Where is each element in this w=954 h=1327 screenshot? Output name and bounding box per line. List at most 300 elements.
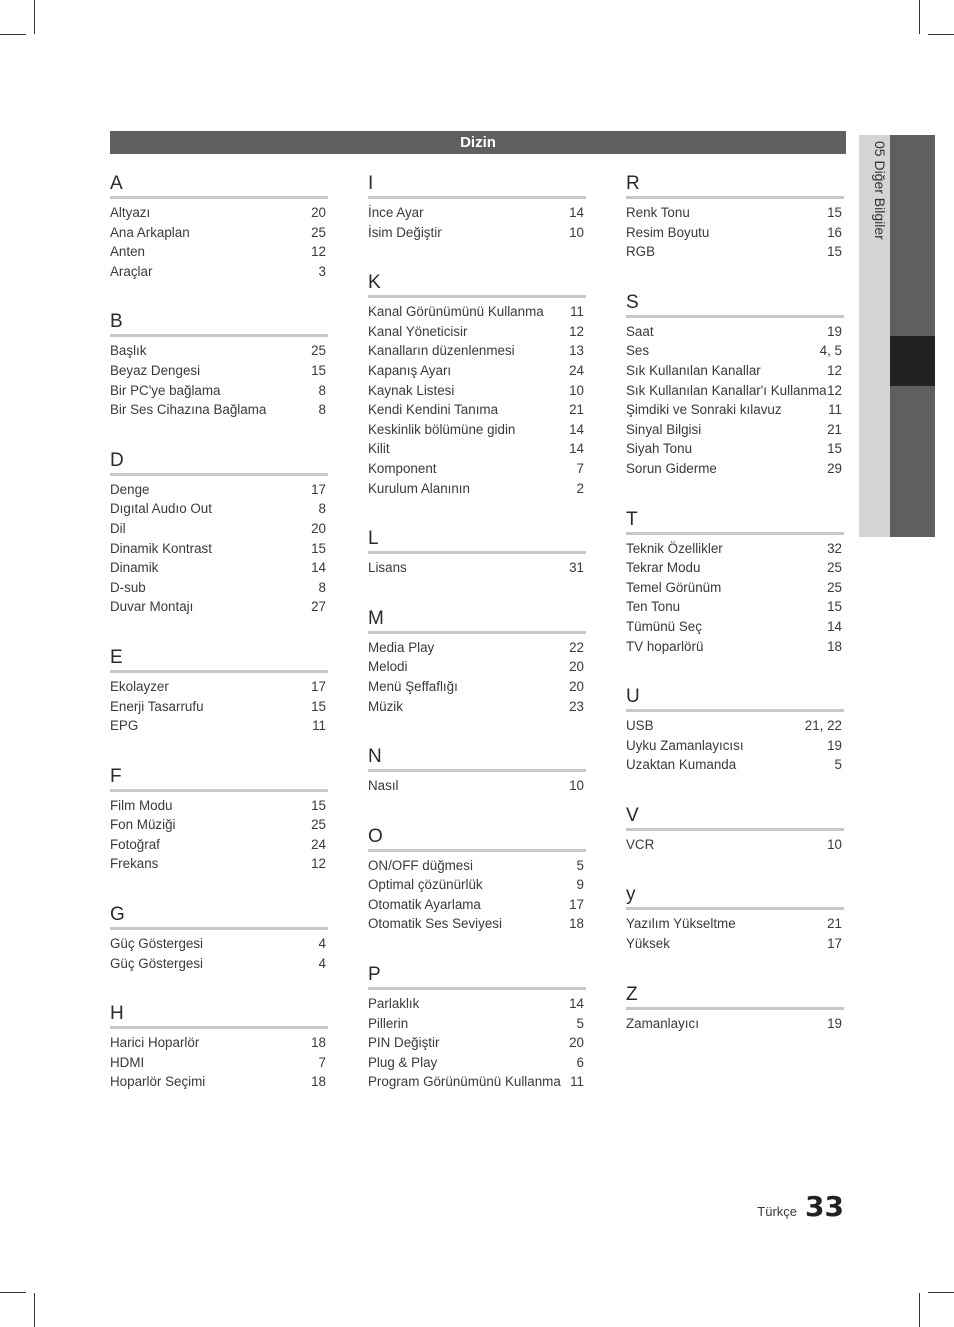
section-letter: E bbox=[110, 646, 328, 673]
section-letter: S bbox=[626, 291, 844, 318]
index-entry bbox=[110, 519, 328, 539]
entry-term: Kanal Yöneticisir bbox=[368, 323, 468, 339]
entry-term: Duvar Montajı bbox=[110, 599, 194, 615]
index-title: Dizin bbox=[460, 134, 496, 151]
index-entry bbox=[626, 835, 844, 855]
index-section bbox=[626, 508, 844, 657]
index-entry bbox=[626, 242, 844, 262]
entry-term: Sorun Giderme bbox=[626, 460, 717, 476]
entry-list bbox=[626, 910, 844, 953]
entry-page: 11 bbox=[570, 1074, 584, 1090]
entry-list bbox=[368, 199, 586, 242]
index-entry bbox=[626, 1014, 844, 1034]
entry-page: 14 bbox=[569, 205, 584, 220]
entry-page: 15 bbox=[827, 244, 842, 260]
index-entry bbox=[626, 459, 844, 479]
section-letter: I bbox=[368, 172, 586, 199]
entry-page: 21 bbox=[827, 421, 842, 437]
entry-page: 21, 22 bbox=[804, 718, 842, 734]
entry-page: 17 bbox=[311, 678, 326, 694]
entry-term: Dinamik Kontrast bbox=[110, 540, 212, 556]
index-entry bbox=[368, 302, 586, 322]
index-entry bbox=[368, 400, 586, 420]
entry-page: 17 bbox=[827, 936, 842, 952]
section-letter: R bbox=[626, 172, 844, 199]
entry-term: Şimdiki ve Sonraki kılavuz bbox=[626, 402, 782, 418]
entry-page: 18 bbox=[311, 1074, 326, 1090]
crop-mark bbox=[919, 0, 920, 34]
entry-page: 27 bbox=[311, 599, 326, 615]
entry-term: Anten bbox=[110, 244, 145, 260]
entry-page: 14 bbox=[569, 441, 584, 457]
index-entry bbox=[626, 934, 844, 954]
entry-term: Kilit bbox=[368, 441, 390, 457]
entry-term: Uzaktan Kumanda bbox=[626, 757, 737, 773]
entry-page: 22 bbox=[569, 639, 584, 655]
entry-term: TV hoparlörü bbox=[626, 638, 704, 654]
crop-mark bbox=[0, 34, 26, 35]
entry-page: 18 bbox=[827, 638, 842, 654]
entry-term: Zamanlayıcı bbox=[626, 1015, 699, 1031]
entry-list bbox=[626, 199, 844, 262]
entry-term: HDMI bbox=[110, 1054, 145, 1070]
entry-page: 20 bbox=[311, 205, 326, 220]
entry-list bbox=[626, 831, 844, 855]
entry-term: İnce Ayar bbox=[368, 205, 424, 220]
section-letter: O bbox=[368, 825, 586, 852]
entry-page: 5 bbox=[576, 857, 584, 873]
entry-page: 19 bbox=[827, 1015, 842, 1031]
index-entry bbox=[368, 439, 586, 459]
index-entry bbox=[368, 677, 586, 697]
entry-page: 24 bbox=[569, 362, 584, 378]
index-entry bbox=[368, 895, 586, 915]
entry-term: Güç Göstergesi bbox=[110, 936, 204, 952]
entry-term: Enerji Tasarrufu bbox=[110, 698, 204, 714]
index-section bbox=[110, 310, 328, 419]
index-entry bbox=[626, 558, 844, 578]
entry-page: 19 bbox=[827, 737, 842, 753]
section-letter: U bbox=[626, 685, 844, 712]
entry-page: 5 bbox=[576, 1015, 584, 1031]
index-section bbox=[368, 825, 586, 934]
index-entry bbox=[110, 341, 328, 361]
index-entry bbox=[110, 835, 328, 855]
entry-term: Frekans bbox=[110, 856, 159, 872]
entry-page: 21 bbox=[827, 916, 842, 932]
entry-term: Komponent bbox=[368, 460, 437, 476]
entry-page: 14 bbox=[311, 560, 326, 576]
entry-page: 17 bbox=[569, 896, 584, 912]
section-letter: Z bbox=[626, 983, 844, 1010]
entry-page: 20 bbox=[311, 520, 326, 536]
index-entry bbox=[368, 1053, 586, 1073]
entry-page: 15 bbox=[827, 205, 842, 220]
index-section bbox=[626, 291, 844, 479]
index-entry bbox=[110, 697, 328, 717]
entry-page: 10 bbox=[827, 836, 842, 852]
index-entry bbox=[110, 480, 328, 500]
entry-page: 31 bbox=[569, 560, 584, 576]
entry-term: İsim Değiştir bbox=[368, 224, 442, 240]
index-entry bbox=[110, 815, 328, 835]
entry-page: 4 bbox=[318, 955, 326, 971]
entry-page: 25 bbox=[311, 224, 326, 240]
index-entry bbox=[368, 341, 586, 361]
entry-page: 14 bbox=[569, 996, 584, 1012]
entry-list bbox=[626, 535, 844, 657]
page-number: 33 bbox=[805, 1190, 844, 1223]
index-entry bbox=[110, 677, 328, 697]
entry-page: 15 bbox=[311, 797, 326, 813]
entry-term: Media Play bbox=[368, 639, 435, 655]
entry-page: 17 bbox=[311, 481, 326, 497]
entry-term: Dıgıtal Audıo Out bbox=[110, 501, 212, 517]
index-entry bbox=[368, 558, 586, 578]
entry-term: Ten Tonu bbox=[626, 599, 681, 615]
entry-page: 7 bbox=[576, 460, 584, 476]
index-entry bbox=[110, 1033, 328, 1053]
entry-term: Hoparlör Seçimi bbox=[110, 1074, 206, 1090]
index-entry bbox=[368, 361, 586, 381]
entry-page: 14 bbox=[569, 421, 584, 437]
entry-list bbox=[626, 712, 844, 775]
entry-term: Kurulum Alanının bbox=[368, 480, 470, 496]
entry-term: Kanalların düzenlenmesi bbox=[368, 343, 515, 359]
index-entry bbox=[626, 341, 844, 361]
entry-list bbox=[110, 673, 328, 736]
entry-term: Keskinlik bölümüne gidin bbox=[368, 421, 516, 437]
entry-term: Lisans bbox=[368, 560, 407, 576]
entry-term: Sık Kullanılan Kanallar'ı Kullanma bbox=[626, 382, 827, 398]
entry-page: 7 bbox=[318, 1054, 326, 1070]
index-entry bbox=[110, 361, 328, 381]
section-letter: K bbox=[368, 271, 586, 298]
entry-term: Beyaz Dengesi bbox=[110, 362, 201, 378]
entry-page: 8 bbox=[318, 382, 326, 398]
entry-term: D-sub bbox=[110, 579, 146, 595]
entry-page: 19 bbox=[827, 323, 842, 339]
entry-page: 12 bbox=[569, 323, 584, 339]
index-entry bbox=[110, 1053, 328, 1073]
section-letter: y bbox=[626, 883, 844, 910]
index-entry bbox=[368, 638, 586, 658]
index-entry bbox=[110, 499, 328, 519]
index-entry bbox=[368, 381, 586, 401]
entry-page: 11 bbox=[312, 718, 326, 734]
entry-page: 4, 5 bbox=[819, 343, 842, 359]
entry-term: Yazılım Yükseltme bbox=[626, 916, 736, 932]
index-section bbox=[368, 527, 586, 578]
entry-page: 11 bbox=[570, 304, 584, 320]
entry-term: Harici Hoparlör bbox=[110, 1035, 200, 1051]
index-section bbox=[626, 172, 844, 262]
entry-term: Tekrar Modu bbox=[626, 560, 701, 576]
index-entry bbox=[368, 1014, 586, 1034]
entry-page: 15 bbox=[827, 441, 842, 457]
entry-page: 13 bbox=[569, 343, 584, 359]
index-entry bbox=[368, 776, 586, 796]
entry-term: Parlaklık bbox=[368, 996, 420, 1012]
entry-page: 32 bbox=[827, 540, 842, 556]
index-entry bbox=[626, 322, 844, 342]
entry-page: 12 bbox=[827, 382, 842, 398]
entry-term: USB bbox=[626, 718, 654, 734]
index-section bbox=[110, 903, 328, 973]
entry-list bbox=[110, 1029, 328, 1092]
entry-page: 2 bbox=[576, 480, 584, 496]
entry-page: 16 bbox=[827, 224, 842, 240]
section-letter: T bbox=[626, 508, 844, 535]
index-entry bbox=[110, 242, 328, 262]
section-letter: N bbox=[368, 745, 586, 772]
entry-term: Plug & Play bbox=[368, 1054, 438, 1070]
entry-list bbox=[110, 476, 328, 617]
entry-page: 20 bbox=[569, 659, 584, 675]
entry-term: Uyku Zamanlayıcısı bbox=[626, 737, 744, 753]
entry-term: Kaynak Listesi bbox=[368, 382, 455, 398]
crop-mark bbox=[34, 1293, 35, 1327]
entry-page: 18 bbox=[311, 1035, 326, 1051]
entry-page: 12 bbox=[827, 362, 842, 378]
entry-term: Fon Müziği bbox=[110, 817, 176, 833]
entry-list bbox=[626, 318, 844, 479]
index-entry bbox=[626, 736, 844, 756]
index-section bbox=[110, 172, 328, 281]
entry-list bbox=[368, 554, 586, 578]
section-letter: D bbox=[110, 449, 328, 476]
entry-list bbox=[626, 1010, 844, 1034]
entry-page: 25 bbox=[311, 343, 326, 359]
index-section bbox=[368, 745, 586, 796]
index-entry bbox=[368, 479, 586, 499]
section-letter: A bbox=[110, 172, 328, 199]
index-entry bbox=[626, 420, 844, 440]
entry-term: Optimal çözünürlük bbox=[368, 877, 483, 893]
crop-mark bbox=[928, 34, 954, 35]
index-entry bbox=[626, 914, 844, 934]
entry-term: Bir Ses Cihazına Bağlama bbox=[110, 402, 267, 418]
entry-page: 10 bbox=[569, 778, 584, 794]
index-entry bbox=[110, 578, 328, 598]
section-letter: G bbox=[110, 903, 328, 930]
entry-term: Temel Görünüm bbox=[626, 579, 722, 595]
entry-term: Menü Şeffaflığı bbox=[368, 678, 458, 694]
entry-page: 9 bbox=[576, 877, 584, 893]
crop-mark bbox=[0, 1292, 26, 1293]
index-entry bbox=[110, 539, 328, 559]
index-entry bbox=[368, 994, 586, 1014]
entry-list bbox=[368, 852, 586, 934]
entry-page: 11 bbox=[828, 402, 842, 418]
entry-list bbox=[110, 337, 328, 419]
entry-term: Nasıl bbox=[368, 778, 399, 794]
index-section bbox=[110, 1002, 328, 1092]
index-entry bbox=[368, 856, 586, 876]
section-letter: B bbox=[110, 310, 328, 337]
entry-term: Sık Kullanılan Kanallar bbox=[626, 362, 761, 378]
crop-mark bbox=[34, 0, 35, 34]
entry-term: Sinyal Bilgisi bbox=[626, 421, 702, 437]
entry-page: 6 bbox=[576, 1054, 584, 1070]
index-section bbox=[368, 963, 586, 1092]
index-section bbox=[626, 983, 844, 1034]
index-section bbox=[368, 607, 586, 716]
index-entry bbox=[626, 617, 844, 637]
index-entry bbox=[110, 954, 328, 974]
index-entry bbox=[110, 203, 328, 223]
index-entry bbox=[110, 400, 328, 420]
entry-list bbox=[368, 990, 586, 1092]
entry-term: Kapanış Ayarı bbox=[368, 362, 452, 378]
entry-term: Ekolayzer bbox=[110, 678, 169, 694]
index-entry bbox=[626, 439, 844, 459]
entry-page: 8 bbox=[318, 501, 326, 517]
section-letter: M bbox=[368, 607, 586, 634]
index-entry bbox=[368, 322, 586, 342]
entry-term: Denge bbox=[110, 481, 150, 497]
entry-term: Kendi Kendini Tanıma bbox=[368, 402, 499, 418]
entry-term: RGB bbox=[626, 244, 656, 260]
index-section bbox=[368, 172, 586, 242]
entry-page: 15 bbox=[311, 698, 326, 714]
index-section bbox=[110, 646, 328, 736]
index-entry bbox=[368, 223, 586, 243]
entry-page: 14 bbox=[827, 618, 842, 634]
entry-term: Güç Göstergesi bbox=[110, 955, 204, 971]
index-section bbox=[110, 449, 328, 617]
entry-page: 25 bbox=[827, 560, 842, 576]
entry-term: VCR bbox=[626, 836, 655, 852]
index-entry bbox=[110, 597, 328, 617]
entry-list bbox=[368, 772, 586, 796]
entry-page: 15 bbox=[311, 362, 326, 378]
index-section bbox=[110, 765, 328, 874]
crop-mark bbox=[919, 1293, 920, 1327]
entry-page: 10 bbox=[569, 224, 584, 240]
entry-term: Program Görünümünü Kullanma bbox=[368, 1074, 561, 1090]
entry-term: Altyazı bbox=[110, 205, 151, 220]
entry-page: 12 bbox=[311, 856, 326, 872]
entry-page: 15 bbox=[827, 599, 842, 615]
index-entry bbox=[626, 400, 844, 420]
entry-term: Müzik bbox=[368, 698, 403, 714]
entry-page: 25 bbox=[827, 579, 842, 595]
section-letter: P bbox=[368, 963, 586, 990]
entry-page: 20 bbox=[569, 678, 584, 694]
index-entry bbox=[626, 716, 844, 736]
index-section bbox=[368, 271, 586, 498]
index-column-3 bbox=[626, 172, 844, 1062]
entry-term: Fotoğraf bbox=[110, 836, 160, 852]
index-entry bbox=[626, 203, 844, 223]
entry-term: Tümünü Seç bbox=[626, 618, 702, 634]
entry-term: Teknik Özellikler bbox=[626, 540, 723, 556]
entry-term: Saat bbox=[626, 323, 654, 339]
entry-term: Araçlar bbox=[110, 263, 153, 279]
entry-page: 10 bbox=[569, 382, 584, 398]
entry-page: 5 bbox=[834, 757, 842, 773]
index-entry bbox=[368, 875, 586, 895]
entry-list bbox=[110, 199, 328, 281]
index-entry bbox=[110, 796, 328, 816]
section-letter: H bbox=[110, 1002, 328, 1029]
index-entry bbox=[368, 203, 586, 223]
footer-language: Türkçe bbox=[757, 1204, 798, 1219]
section-letter: V bbox=[626, 804, 844, 831]
index-entry bbox=[110, 934, 328, 954]
entry-term: Otomatik Ayarlama bbox=[368, 896, 481, 912]
entry-page: 15 bbox=[311, 540, 326, 556]
index-entry bbox=[368, 459, 586, 479]
index-entry bbox=[626, 578, 844, 598]
index-entry bbox=[626, 223, 844, 243]
index-entry bbox=[368, 420, 586, 440]
entry-term: Başlık bbox=[110, 343, 147, 359]
index-entry bbox=[110, 1072, 328, 1092]
entry-page: 24 bbox=[311, 836, 326, 852]
side-tab-active-marker bbox=[890, 336, 935, 386]
index-entry bbox=[626, 381, 844, 401]
index-column-1 bbox=[110, 172, 328, 1121]
entry-term: Resim Boyutu bbox=[626, 224, 710, 240]
index-entry bbox=[110, 381, 328, 401]
entry-term: ON/OFF düğmesi bbox=[368, 857, 473, 873]
entry-list bbox=[368, 634, 586, 716]
index-entry bbox=[368, 1072, 586, 1092]
side-tab-label: 05 Diğer Bilgiler bbox=[872, 141, 888, 240]
section-letter: L bbox=[368, 527, 586, 554]
index-entry bbox=[368, 1033, 586, 1053]
entry-term: Kanal Görünümünü Kullanma bbox=[368, 304, 544, 320]
entry-page: 29 bbox=[827, 460, 842, 476]
entry-term: Pillerin bbox=[368, 1015, 409, 1031]
page-footer bbox=[757, 1190, 844, 1223]
entry-term: Dinamik bbox=[110, 560, 159, 576]
entry-list bbox=[110, 792, 328, 874]
index-entry bbox=[626, 539, 844, 559]
entry-term: Otomatik Ses Seviyesi bbox=[368, 916, 502, 932]
entry-term: EPG bbox=[110, 718, 139, 734]
index-entry bbox=[626, 755, 844, 775]
index-header bbox=[110, 131, 846, 154]
entry-term: Dil bbox=[110, 520, 126, 536]
entry-page: 18 bbox=[569, 916, 584, 932]
entry-page: 23 bbox=[569, 698, 584, 714]
entry-page: 12 bbox=[311, 244, 326, 260]
index-entry bbox=[368, 914, 586, 934]
entry-term: Ana Arkaplan bbox=[110, 224, 190, 240]
entry-page: 8 bbox=[318, 579, 326, 595]
index-entry bbox=[626, 361, 844, 381]
entry-term: Yüksek bbox=[626, 936, 670, 952]
index-entry bbox=[110, 262, 328, 282]
entry-page: 20 bbox=[569, 1035, 584, 1051]
index-entry bbox=[110, 854, 328, 874]
index-column-2 bbox=[368, 172, 586, 1121]
entry-page: 4 bbox=[318, 936, 326, 952]
entry-term: Bir PC'ye bağlama bbox=[110, 382, 221, 398]
index-entry bbox=[110, 716, 328, 736]
index-entry bbox=[110, 558, 328, 578]
entry-page: 8 bbox=[318, 402, 326, 418]
crop-mark bbox=[928, 1292, 954, 1293]
section-letter: F bbox=[110, 765, 328, 792]
entry-term: Siyah Tonu bbox=[626, 441, 693, 457]
index-entry bbox=[110, 223, 328, 243]
index-entry bbox=[368, 657, 586, 677]
entry-page: 21 bbox=[569, 402, 584, 418]
